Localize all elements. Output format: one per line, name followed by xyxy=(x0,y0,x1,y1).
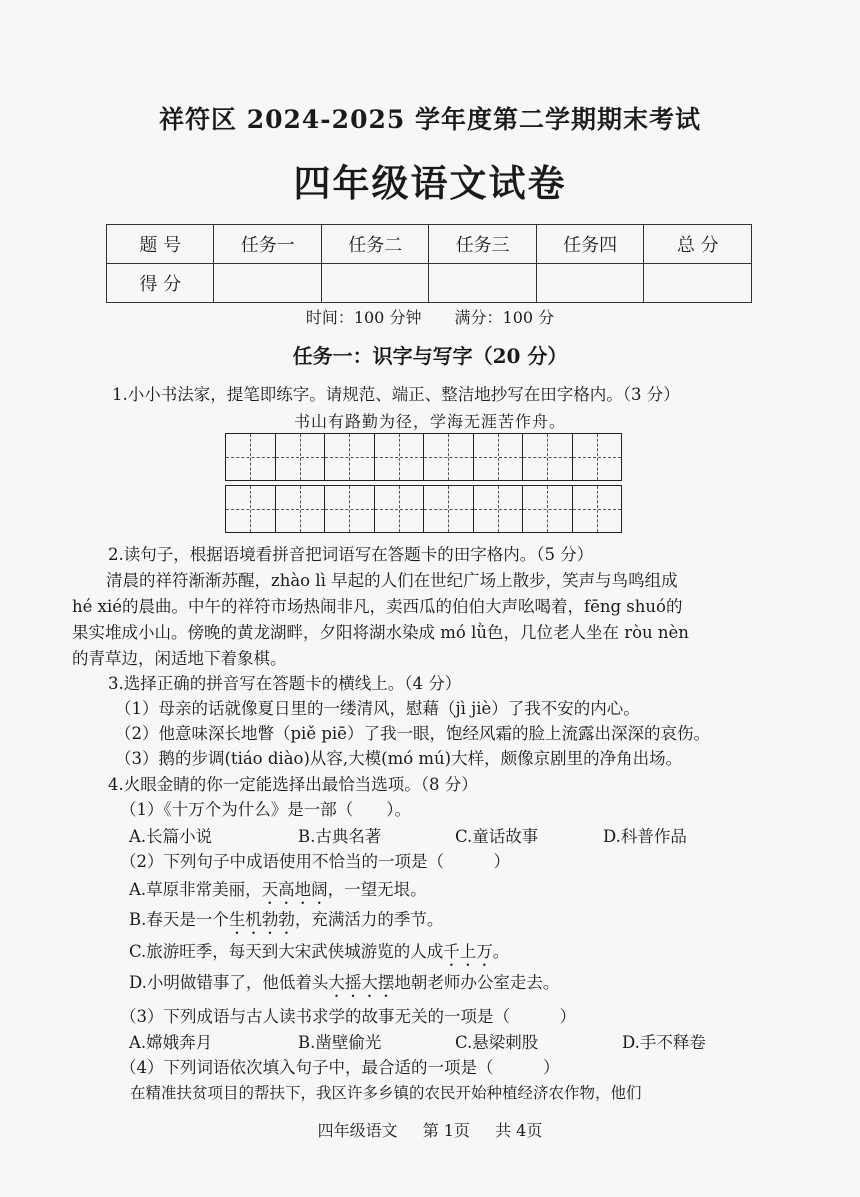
footer-subject: 四年级语文 xyxy=(317,1121,398,1140)
score-header-cell: 任务三 xyxy=(429,225,536,264)
score-blank-cell[interactable] xyxy=(644,264,752,303)
tianzige-cell[interactable] xyxy=(325,433,375,481)
task1-title: 任务一：识字与写字（20 分） xyxy=(292,344,568,368)
tianzige-cell[interactable] xyxy=(573,433,623,481)
exam-subtitle: 四年级语文试卷 xyxy=(293,161,567,205)
score-header-cell: 任务二 xyxy=(321,225,428,264)
option-text: D.小明做错事了，他低着头 xyxy=(129,973,329,992)
q2-passage-line: 果实堆成小山。傍晚的黄龙湖畔，夕阳将湖水染成 mó lǜ色，几位老人坐在 ròu nèn xyxy=(72,623,689,642)
q1-prompt: 1.小小书法家，提笔即练字。请规范、端正、整洁地抄写在田字格内。（3 分） xyxy=(112,385,680,404)
q4-sub2-option-a xyxy=(129,876,427,908)
exam-time: 时间：100 分钟 xyxy=(305,308,422,327)
q3-item: （2）他意味深长地瞥（piě piē）了我一眼，饱经风霜的脸上流露出深深的哀伤。 xyxy=(115,724,710,743)
footer-page-number: 第 1页 xyxy=(422,1121,470,1140)
q4-sub1-option-a: A.长篇小说 xyxy=(129,827,213,846)
option-text: A.草原非常美丽， xyxy=(129,880,262,899)
tianzige-cell[interactable] xyxy=(474,433,524,481)
option-text: C.旅游旺季，每天到大宋武侠城游览的人成 xyxy=(129,942,444,961)
tianzige-cell[interactable] xyxy=(226,485,276,533)
q1-copy-text: 书山有路勤为径，学海无涯苦作舟。 xyxy=(293,412,566,431)
tianzige-row-1[interactable] xyxy=(225,433,622,481)
q4-sub1-option-c: C.童话故事 xyxy=(455,827,539,846)
q4-sub1-option-d: D.科普作品 xyxy=(603,827,687,846)
tianzige-cell[interactable] xyxy=(573,485,623,533)
option-text: ，一望无垠。 xyxy=(327,880,427,899)
tianzige-cell[interactable] xyxy=(474,485,524,533)
q4-sub1-option-b: B.古典名著 xyxy=(298,827,382,846)
footer-total-pages: 共 4页 xyxy=(495,1121,543,1140)
page-footer xyxy=(0,1118,860,1141)
q2-passage-line: hé xié的晨曲。中午的祥符市场热闹非凡，卖西瓜的伯伯大声吆喝着，fēng shuó的 xyxy=(72,597,683,616)
q4-sub4-text: 在精准扶贫项目的帮扶下，我区许多乡镇的农民开始种植经济农作物，他们 xyxy=(130,1084,642,1102)
tianzige-row-2[interactable] xyxy=(225,485,622,533)
q4-sub3: （3）下列成语与古人读书求学的故事无关的一项是（ ） xyxy=(120,1007,576,1026)
marked-idiom: 千上万 xyxy=(443,942,493,961)
tianzige-cell[interactable] xyxy=(375,433,425,481)
score-row-label: 得 分 xyxy=(107,264,214,303)
score-header-cell: 任务四 xyxy=(536,225,643,264)
q4-sub4: （4）下列词语依次填入句子中，最合适的一项是（ ） xyxy=(120,1058,560,1077)
tianzige-cell[interactable] xyxy=(276,433,326,481)
score-header-cell: 总 分 xyxy=(644,225,752,264)
q2-passage-line: 清晨的祥符渐渐苏醒，zhào lì 早起的人们在世纪广场上散步，笑声与鸟鸣组成 xyxy=(106,571,678,590)
score-table-header-row xyxy=(107,225,752,264)
q4-prompt: 4.火眼金睛的你一定能选择出最恰当选项。（8 分） xyxy=(108,775,478,794)
q4-sub3-option-d: D.手不释卷 xyxy=(622,1033,706,1052)
marked-idiom: 大摇大摆 xyxy=(328,973,395,992)
q2-passage-line: 的青草边，闲适地下着象棋。 xyxy=(72,649,287,668)
tianzige-cell[interactable] xyxy=(325,485,375,533)
q3-item: （3）鹅的步调(tiáo diào)从容,大模(mó mú)大样，颇像京剧里的净角出场。 xyxy=(115,749,683,768)
score-table-score-row xyxy=(107,264,752,303)
q4-sub2-option-d xyxy=(129,969,559,1001)
q4-sub3-option-a: A.嫦娥奔月 xyxy=(129,1033,213,1052)
marked-idiom: 生机勃勃 xyxy=(228,910,295,929)
tianzige-cell[interactable] xyxy=(375,485,425,533)
tianzige-cell[interactable] xyxy=(424,485,474,533)
tianzige-cell[interactable] xyxy=(424,433,474,481)
tianzige-cell[interactable] xyxy=(523,433,573,481)
score-blank-cell[interactable] xyxy=(321,264,428,303)
q4-sub3-option-c: C.悬梁刺股 xyxy=(455,1033,539,1052)
q3-prompt: 3.选择正确的拼音写在答题卡的横线上。（4 分） xyxy=(108,674,462,693)
q4-sub2-option-c xyxy=(129,938,509,970)
score-header-cell: 任务一 xyxy=(214,225,321,264)
q4-sub3-option-b: B.凿壁偷光 xyxy=(298,1033,382,1052)
score-blank-cell[interactable] xyxy=(214,264,321,303)
tianzige-cell[interactable] xyxy=(523,485,573,533)
score-header-cell: 题 号 xyxy=(107,225,214,264)
option-text: ，充满活力的季节。 xyxy=(294,910,444,929)
q4-sub2: （2）下列句子中成语使用不恰当的一项是（ ） xyxy=(120,852,510,871)
exam-title: 祥符区 2024-2025 学年度第二学期期末考试 xyxy=(159,105,701,134)
q4-sub1: （1）《十万个为什么》是一部（ ）。 xyxy=(120,800,411,819)
score-blank-cell[interactable] xyxy=(536,264,643,303)
tianzige-cell[interactable] xyxy=(226,433,276,481)
option-text: 地朝老师办公室走去。 xyxy=(394,973,560,992)
option-text: 。 xyxy=(492,942,510,961)
exam-info xyxy=(0,305,860,328)
q3-item: （1）母亲的话就像夏日里的一缕清风，慰藉（jì jiè）了我不安的内心。 xyxy=(115,699,640,718)
q4-sub2-option-b xyxy=(129,906,443,938)
score-blank-cell[interactable] xyxy=(429,264,536,303)
exam-full-score: 满分：100 分 xyxy=(454,308,555,327)
tianzige-cell[interactable] xyxy=(276,485,326,533)
q2-prompt: 2.读句子，根据语境看拼音把词语写在答题卡的田字格内。（5 分） xyxy=(108,545,594,564)
score-table xyxy=(106,224,752,303)
marked-idiom: 天高地阔 xyxy=(261,880,328,899)
option-text: B.春天是一个 xyxy=(129,910,229,929)
